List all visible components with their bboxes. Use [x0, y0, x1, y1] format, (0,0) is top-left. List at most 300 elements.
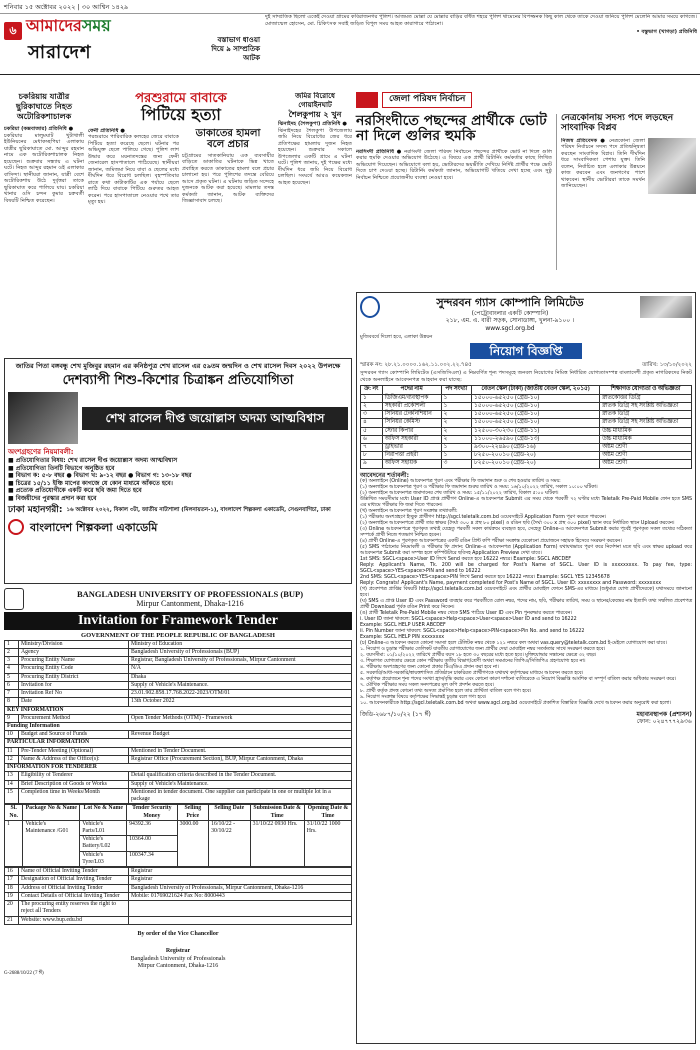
vacancy-cell: ১১০০০-২৬৫৯০ (গ্রেড-১৩) [472, 435, 600, 443]
issue-date: শনিবার ১৫ অক্টোবর ২০২২ | ৩০ আশ্বিন ১৪২৯ [4, 3, 129, 11]
lot-header-cell: Selling Date [209, 805, 251, 820]
bup-tender [4, 588, 352, 1046]
vacancy-cell: ১২৫০০-৩০২৩০ (গ্রেড-১১) [472, 427, 600, 435]
tender-row [5, 876, 352, 884]
tender-value [129, 901, 352, 916]
tender-row [5, 868, 352, 876]
vacancy-cell: ১৫০০০-৬৫২৫০ (গ্রেড-১০) [472, 419, 600, 427]
tender-field: Completion time in Weeks/Month [19, 788, 129, 803]
tender-field: Brief Description of Goods or Works [19, 780, 129, 788]
election-body [356, 149, 552, 269]
tender-section-title: Funding Information [5, 722, 352, 730]
vacancy-cell: স্টোর কিপার [382, 427, 441, 435]
condition-item: (৪) প্রার্থী Online-এ পূরণকৃত আবেদনপত্রের একটি রঙিন প্রিন্ট কপি পরীক্ষা সংক্রান্ত যেকোনো প্রয়োজনে সহায়ক হিসেবে সংরক্ষণ করবেন। [360, 539, 622, 545]
condition-item: ১০. আবেদনকারীকে http://sgcl.teletalk.com.bd অথবা www.sgcl.org.bd ওয়েবসাইটে প্রকাশিত বিস্তারিত বিজ্ঞপ্তি দেখে আবেদন করার অনুরোধ করা হলো। [360, 700, 672, 706]
tender-order: By order of the Vice Chancellor [137, 930, 219, 937]
vacancy-row [361, 402, 692, 410]
tender-sl: 12 [5, 755, 19, 763]
tender-field: Address of Official Inviting Tender [19, 884, 129, 892]
condition-item: (ঘ) SMS এ প্রাপ্ত User ID এবং Password ব্যবহার করে পরবর্তীতে রোল নম্বর, পদের নাম, ছবি, পরীক্ষার তারিখ, সময় ও স্থানের/কেন্দ্রের নাম ইত্যাদি তথ্য সম্বলিত প্রবেশপত্র প্রার্থী Download পূর্বক রঙিন Print করে নিবেন। [360, 598, 692, 610]
tender-sl: 15 [5, 788, 19, 803]
tender-field: Designation of Official Inviting Tender [19, 876, 129, 884]
lot-header-cell: Lot No & Name [80, 805, 127, 820]
vacancy-cell: ৩ [361, 411, 383, 419]
sub-headline-2: বলে প্রচার [207, 138, 249, 150]
left-story-headline: চকরিয়ায় যাত্রীর ছুরিকাঘাতে নিহত অটোরিকশাচালক [16, 92, 72, 121]
land-story [278, 92, 352, 292]
masthead [4, 14, 259, 66]
tender-table [4, 640, 352, 805]
election-banner: জেলা পরিষদ নির্বাচন [382, 92, 472, 107]
lot-security: 10364.00 [127, 836, 177, 851]
sub-story-text: চট্টগ্রামের সাতকানিয়ায় এক ব্যবসায়ীর বাড়িতে ডাকাতির ঘটনাকে ভিন্ন খাতে প্রবাহিত করতে ডাকাতের হামলা বলে প্রচার চালানো হয়। পরে পুলিশের তদন্তে বেরিয়ে আসে প্রকৃত ঘটনা। এ ঘটনায় জড়িত সন্দেহে দুজনকে আটক করা হয়েছে। মামলার তদন্ত কর্মকর্তা জানান, আটক ব্যক্তিদের জিজ্ঞাসাবাদ চলছে। [182, 152, 274, 205]
tender-row [5, 892, 352, 900]
tender-row [5, 673, 352, 681]
land-story-kicker: জমির বিরোধে গোয়াইনঘাট [295, 92, 335, 109]
tender-value: Dhaka [129, 673, 352, 681]
lot-security: 100347.34 [127, 851, 177, 866]
rule-item: ■ প্রতিযোগিতা তিনটি বিভাগে অনুষ্ঠিত হবে [8, 464, 115, 472]
sheikh-russel-portrait [8, 392, 78, 444]
mid-story-kicker: পরশুরামে বাবাকে [135, 92, 227, 106]
condition-item: (খ) অনলাইনে আবেদনপত্র পূরণ সংক্রান্ত তথ্যাবলী: [360, 509, 458, 515]
mid-story [88, 92, 274, 354]
condition-item: ২. বয়সসীমা: ০১/১০/২০২২ তারিখে প্রার্থীর বয়স ১৮ হতে ৩০ বছরের মধ্যে হতে হবে। মুক্তিযোদ্ধার সন্তানের ক্ষেত্রে ৩২ বছর। [360, 652, 597, 658]
netrokona-byline: নিজস্ব প্রতিবেদক ● [561, 137, 607, 144]
memo-date: তারিখ: ১৩/১০/২০২২ [642, 361, 692, 368]
condition-item: (২) অনলাইনে আবেদনপত্র জমাদানের শেষ তারিখ ও সময়: ১৫/১১/২০২২ তারিখ, বিকাল ৫:০০ ঘটিকা। [360, 491, 559, 497]
tender-row [5, 731, 352, 739]
tender-sign-addr2: Mirpur Cantonment, Dhaka-1216 [137, 963, 219, 970]
page-number: ৬ [4, 22, 22, 40]
tender-sl: 13 [5, 772, 19, 780]
vacancy-cell: ১৫০০০-৬৫২৫০ (গ্রেড-১০) [472, 394, 600, 402]
tender-field: The procuring entity reserves the right to reject all Tenders [19, 901, 129, 916]
vacancy-cell: ১৫০০০-৬৫২৫০ (গ্রেড-১০) [472, 411, 600, 419]
tender-sl: 10 [5, 731, 19, 739]
condition-item: উল্লিখিত সময়সীমার মধ্যে User ID প্রাপ্ত প্রার্থীগণ Online-এ আবেদনপত্র Submit এর সময় থেকে পরবর্তী ৭২ ঘণ্টার মধ্যে Teletalk Pre-Paid Mobile ফোন হতে SMS এর মাধ্যমে পরীক্ষার ফি জমা দিতে পারবেন। [360, 497, 692, 509]
rule-item: ■ বিভাগ ক: ৫-৮ বছর ● বিভাগ খ: ৯-১২ বছর ● বিভাগ গ: ১৩-১৮ বছর [8, 472, 192, 480]
vacancy-cell: অফিস সহায়ক [382, 460, 441, 468]
tender-sl: 2 [5, 648, 19, 656]
venue-details: ১৬ অক্টোবর ২০২২, বিকাল ৩টা, জাতীয় নাট্যশালা (মিলনায়তন-১), বাংলাদেশ শিল্পকলা একাডেমি, সেগুনবাগিচা, ঢাকা [66, 507, 331, 514]
netrokona-body [561, 138, 645, 270]
tender-sl: 4 [5, 665, 19, 673]
condition-item: Reply: Applicant's Name, Tk. 200 will be charged for Post's Name of SGCL. User ID is xxxxxxxxx. To pay fee, type: SGCL<space>YES<space>PIN and send to 16222 [360, 563, 692, 574]
vacancy-cell: ৮২৫০-২০০১০ (গ্রেড-২০) [472, 460, 600, 468]
tender-row [5, 681, 352, 689]
tender-value: Revenue Budget [129, 731, 352, 739]
condition-item: (১) পরীক্ষায় অংশগ্রহণে ইচ্ছুক প্রার্থীগণ http://sgcl.teletalk.com.bd ওয়েবসাইটে Application Form পূরণ করতে পারবেন। [360, 515, 607, 521]
vacancy-row [361, 452, 692, 460]
vacancy-cell: ১ [441, 402, 471, 410]
tender-sl: 16 [5, 868, 19, 876]
tender-value: Detail qualification criteria described in the Tender Document. [129, 772, 352, 780]
lot-table [4, 804, 352, 867]
lot-name: Vehicle's Parts/L01 [80, 820, 127, 835]
condition-item: ৬. কর্তৃপক্ষ প্রয়োজনে শূন্য পদের সংখ্যা হ্রাস/বৃদ্ধি করার এবং কোনো কারণ দর্শানো ব্যতিরেকে এ নিয়োগ বিজ্ঞপ্তি আংশিক বা সম্পূর্ণ বাতিল করার অধিকার সংরক্ষণ করে। [360, 676, 676, 682]
candidate-photo [648, 138, 696, 194]
condition-item: (ঙ) প্রার্থী Teletalk Pre-Paid Mobile নম্বর থেকে SMS পাঠিয়ে User ID এবং Pin পুনরুদ্ধার করতে পারবেন। [360, 610, 573, 616]
tender-row [5, 788, 352, 803]
condition-item: (ক) অনলাইনে (Online) আবেদনপত্র পূরণ এবং পরীক্ষার ফি জমাদান শুরু ও শেষ হওয়ার তারিখ ও সময়: [360, 479, 561, 485]
conditions-list [360, 479, 692, 706]
vacancy-cell: ২ [441, 427, 471, 435]
tender-code: G-2688/10/22 (7 ঈঁ) [4, 970, 44, 976]
lot-row [5, 820, 352, 835]
rule-item: ■ বিজয়ীদের পুরস্কার প্রদান করা হবে [8, 494, 97, 502]
vacancy-row [361, 411, 692, 419]
vacancy-cell: ডিজিএম/ব্যবস্থাপক [382, 394, 441, 402]
lot-selling-date: 16/10/22 - 30/10/22 [209, 820, 251, 866]
lot-header-cell: Selling Price [177, 805, 208, 820]
tender-field: Procuring Entity Name [19, 657, 129, 665]
tender-field: Ministry/Division [19, 640, 129, 648]
tender-value: Registrar Office (Procurement Section), BUP, Mirpur Cantonment, Dhaka [129, 755, 352, 763]
tender-row [5, 772, 352, 780]
gas-company-name: সুন্দরবন গ্যাস কোম্পানি লিমিটেড [436, 296, 584, 309]
tender-sl: 5 [5, 673, 19, 681]
tender-row [5, 648, 352, 656]
rules-title: অংশগ্রহণের নিয়মাবলী: [8, 448, 74, 457]
vacancy-cell: ৩ [441, 460, 471, 468]
tender-value: Bangladesh University of Professionals (BUP) [129, 648, 352, 656]
tender-field: Name of Official Inviting Tender [19, 868, 129, 876]
tender-value: Mentioned in Tender Document. [129, 747, 352, 755]
tender-row [5, 755, 352, 763]
tender-row [5, 901, 352, 916]
gas-phone: ফোন: ০২৪৭৭৭২৯৩৬ [636, 718, 692, 726]
vacancy-cell: স্নাতক ডিগ্রি [600, 411, 692, 419]
vacancy-cell: ৭ [361, 444, 383, 452]
rule-item: ■ প্রত্যেক প্রতিযোগীকে একটি করে ছবি জমা দিতে হবে [8, 487, 142, 495]
logo-part-a: আমাদের [26, 16, 82, 35]
tender-value: 23.01.902.858.17.768.2022-2023/OTM/01 [129, 690, 352, 698]
election-story [356, 92, 696, 292]
election-byline: নরসিংদী প্রতিনিধি ● [356, 148, 402, 155]
rule-item: ■ চিত্রের ১৫/১১ ইঞ্চি মাপের কাগজে যে কোন মাধ্যমে আঁকতে হবে। [8, 479, 173, 487]
sub-headline-1: ডাকাতের হামলা [195, 127, 261, 139]
vacancy-cell: স্নাতক ডিগ্রি সহ সংশ্লিষ্ট অভিজ্ঞতা [600, 402, 692, 410]
vacancy-cell: ২ [441, 411, 471, 419]
vacancy-cell: ৬ [361, 435, 383, 443]
date-bar [0, 0, 700, 14]
top-story-byline: • বস্তুভাগ (খাগড়া) প্রতিনিধি [636, 29, 697, 35]
vacancy-cell: ২ [441, 419, 471, 427]
vacancy-cell: ৮২৫০-২০০১০ (গ্রেড-২০) [472, 452, 600, 460]
tender-field: Procuring Entity District [19, 673, 129, 681]
lot-name: Vehicle's Tyre/L03 [80, 851, 127, 866]
condition-item: (২) অনলাইনে আবেদনপত্রে প্রার্থী তার স্বাক্ষর (দৈর্ঘ্য ৩০০ x প্রস্থ ৮০ pixel) ও রঙিন ছবি (দৈর্ঘ্য ৩০০ x প্রস্থ ৩০০ pixel) স্ক্যান করে নির্ধারিত স্থানে Upload করবেন। [360, 521, 675, 527]
header-rule [0, 74, 700, 75]
election-text: নরসিংদী জেলা পরিষদ নির্বাচনে পছন্দের প্রার্থীকে ভোট না দিলে গুলি করার হুমকি দেওয়ার অভিযোগ উঠেছে। এ বিষয়ে এক প্রার্থী রিটার্নিং কর্মকর্তার কাছে লিখিত অভিযোগ দিয়েছেন। অভিযোগে বলা হয়, ভোটারদের ভয়ভীতি দেখিয়ে নির্দিষ্ট প্রার্থীর পক্ষে ভোট দিতে চাপ দেওয়া হচ্ছে। রিটার্নিং কর্মকর্তা জানান, অভিযোগটি খতিয়ে দেখা হচ্ছে এবং সুষ্ঠু নির্বাচন নিশ্চিতে প্রয়োজনীয় ব্যবস্থা নেওয়া হবে। [356, 148, 552, 181]
mid-story-text: পরশুরামে পারিবারিক কলহের জেরে বাবাকে পিটিয়ে হত্যা করেছে ছেলে। ঘটনার পর অভিযুক্ত ছেলে পালিয়ে গেছে। পুলিশ লাশ উদ্ধার করে ময়নাতদন্তের জন্য ফেনী জেনারেল হাসপাতালে পাঠিয়েছে। স্থানীয়রা জানান, জমিজমা নিয়ে বাবা ও ছেলের মধ্যে দীর্ঘদিন ধরে বিরোধ চলছিল। বৃহস্পতিবার রাতে কথা কাটাকাটির এক পর্যায়ে ছেলে লাঠি দিয়ে বাবাকে পিটিয়ে গুরুতর আহত করেন। পরে হাসপাতালে নেওয়ার পথে তার মৃত্যু হয়। [88, 134, 179, 206]
vacancy-cell: সহকারী প্রকৌশলী [382, 402, 441, 410]
gas-website: www.sgcl.org.bd [485, 324, 535, 332]
tender-field: Website: www.bup.edu.bd [19, 916, 129, 924]
tender-section-row [5, 764, 352, 772]
newspaper-logo [26, 16, 111, 36]
lot-header-row [5, 805, 352, 820]
tender-field: Eligibility of Tenderer [19, 772, 129, 780]
tender-row [5, 884, 352, 892]
vacancy-cell: ড্রাইভার [382, 444, 441, 452]
land-story-headline: শৈলকুপায় ২ খুন [288, 108, 342, 119]
tender-sl: 17 [5, 876, 19, 884]
rules-list [8, 457, 348, 502]
tender-title: Invitation for Framework Tender [4, 612, 352, 630]
gas-slogan: মুজিববর্ষে দিলো হবে, এলাকা উন্নয়ন [360, 334, 433, 341]
vacancy-cell: অষ্টম শ্রেণী [600, 460, 692, 468]
vacancy-table [360, 385, 692, 468]
gas-intro: সুন্দরবন গ্যাস কোম্পানি লিমিটেড (এসজিসিএল) এ নিম্নবর্ণিত শূন্য পদসমূহে জনবল নিয়োগের নিমিত্ত নির্ধারিত যোগ্যতাসম্পন্ন বাংলাদেশী প্রকৃত নাগরিকদের নিকট থেকে অনলাইনে আবেদনপত্র আহবান করা যাচ্ছে: [360, 370, 692, 383]
vacancy-cell: অষ্টম শ্রেণী [600, 444, 692, 452]
tender-row [5, 665, 352, 673]
condition-item: ১. নিয়োগ ও চূড়ান্ত পরীক্ষার তেলিকট যাবতীয় যোগাযোগের জন্য প্রার্থীর দেয়া মোবাইল নম্বর সতর্কতার সাথে সংরক্ষণ করতে হবে। [360, 646, 606, 652]
tender-field: Invitation for [19, 681, 129, 689]
competition-title: জাতির পিতা বঙ্গবন্ধু শেখ মুজিবুর রহমান এর কনিষ্ঠপুত্র শেখ রাসেল এর ৫৯তম জন্মদিন ও শেখ রাসেল দিবস ২০২২ উপলক্ষে [15, 362, 341, 370]
vacancy-row [361, 394, 692, 402]
vacancy-row [361, 435, 692, 443]
vacancy-cell: উচ্চ মাধ্যমিক [600, 427, 692, 435]
tender-value: Registrar [129, 868, 352, 876]
vacancy-cell: ৫ [361, 427, 383, 435]
vacancy-row [361, 427, 692, 435]
tender-section-title: KEY INFORMATION [5, 706, 352, 714]
lot-sl: 1 [5, 820, 23, 866]
condition-item: ৪. পরীক্ষায় অংশগ্রহণের জন্য কোনো প্রকার টিএ/ডিএ প্রদান করা হবে না। [360, 664, 499, 670]
netrokona-text: নেত্রকোনা জেলা পরিষদ নির্বাচনে সদস্য পদে প্রতিদ্বন্দ্বিতা করছেন সাংবাদিক বিপ্লব। তিনি দীর্ঘদিন ধরে সাংবাদিকতা পেশায় যুক্ত। তিনি বলেন, নির্বাচিত হলে এলাকার উন্নয়নে কাজ করবেন এবং জনগণের পাশে থাকবেন। স্থানীয় ভোটাররা তাকে সমর্থন জানিয়েছেন। [561, 137, 645, 190]
condition-item: ii. Pin Number জানা থাকলে: SGCL<space>Help<space>PIN<space>Pin No. and send to 16222 [360, 628, 585, 634]
header-tagline: বস্তাভাগ ধাওয়া দিয়ে ৯ সাম্প্রতিক আটক [211, 36, 260, 62]
drawing-competition-ad [4, 358, 352, 584]
tender-sl: 7 [5, 690, 19, 698]
tender-field: Agency [19, 648, 129, 656]
condition-item: Reply: Congrats! Applicant's Name, payment completed for Post's Name of SGCL. User ID: xxxxxxxx and Password: xxxxxxxx [360, 580, 662, 586]
vacancy-cell: ২ [361, 402, 383, 410]
gas-footer-code: জিডি-২৬৮৭/১০/২২ (১৭ ঈঁ) [360, 710, 431, 718]
top-story [265, 14, 697, 72]
academy-name: বাংলাদেশ শিল্পকলা একাডেমি [30, 520, 158, 534]
bup-logo [4, 588, 24, 610]
tender-contact-table [4, 867, 352, 925]
condition-item: (গ) প্রবেশপত্র প্রাপ্তির বিষয়টি http://sgcl.teletalk.com.bd ওয়েবসাইটে এবং প্রার্থীর মোবাইল ফোনে SMS-এর মাধ্যমে (শুধুমাত্র যোগ্য প্রার্থীদেরকে) যথাসময়ে জানানো হবে। [360, 586, 692, 598]
tender-sl: 9 [5, 714, 19, 722]
lot-submission: 31/10/22 0930 Hrs. [250, 820, 304, 866]
land-story-byline: ঝিনাইদহ (শৈলকুপা) প্রতিনিধি ● [278, 121, 347, 128]
tender-sl: 11 [5, 747, 19, 755]
vacancy-cell: নিরাপত্তা প্রহরী [382, 452, 441, 460]
tender-sl: 19 [5, 892, 19, 900]
gas-recruitment-ad [356, 292, 696, 1044]
tender-sign-title: Registrar [165, 948, 191, 955]
condition-item: ৯. নিয়োগ সংক্রান্ত বিষয়ে কর্তৃপক্ষের সিদ্ধান্তই চূড়ান্ত বলে গণ্য হবে। [360, 694, 487, 700]
vacancy-row [361, 444, 692, 452]
gas-signatory: মহাব্যবস্থাপক (প্রশাসন) [636, 710, 692, 718]
condition-item: Example: SGCL HELP PIN xxxxxxxx [360, 634, 445, 640]
vacancy-cell: ২ [441, 435, 471, 443]
tender-section-row [5, 706, 352, 714]
tender-value: Supply of Vehicle's Maintenance. [129, 780, 352, 788]
tender-field: Invitation Ref No [19, 690, 129, 698]
tender-sign-addr1: Bangladesh University of Professionals [130, 955, 226, 962]
section-title: সারাদেশ [28, 42, 92, 63]
vacancy-cell: সিনিয়র টেকনিশিয়ান [382, 411, 441, 419]
mid-story-col1 [88, 128, 179, 206]
gov-line: GOVERNMENT OF THE PEOPLE REPUBLIC OF BANGLADESH [81, 631, 275, 639]
vacancy-header-cell: পদ সংখ্যা [441, 386, 471, 394]
vacancy-cell: সিনিয়র কেমিস্ট [382, 419, 441, 427]
tender-sl: 18 [5, 884, 19, 892]
condition-item: (চ) Online-এ আবেদন করতে কোনো সমস্যা হলে টেলিটক নম্বর থেকে ১২১ নম্বরে কল অথবা vas.query@teletalk.com.bd ই-মেইলে যোগাযোগ করা যাবে। [360, 640, 667, 646]
tender-value: Mentioned in tender document. One supplier can participate in one or multiple lot in a package [129, 788, 352, 803]
tender-field: Procurement Method [19, 714, 129, 722]
tender-sl: 14 [5, 780, 19, 788]
vacancy-row [361, 460, 692, 468]
lot-security: 94392.36 [127, 820, 177, 835]
vacancy-cell: ৯৩০০-২২৪৯০ (গ্রেড-১৬) [472, 444, 600, 452]
lot-name: Vehicle's Battery/L02 [80, 836, 127, 851]
tender-row [5, 690, 352, 698]
tender-row [5, 714, 352, 722]
tender-field: Procuring Entity Code [19, 665, 129, 673]
logo-part-b: সময় [81, 16, 111, 35]
tender-row [5, 657, 352, 665]
tender-field: Pre-Tender Meeting (Optional) [19, 747, 129, 755]
memo-number: স্মারক নং: ২৮.২১.০০০০.১৬২.১১.০০২.২২.৭৪৫ [360, 361, 472, 368]
tender-row [5, 747, 352, 755]
condition-item: 1st SMS: SGCL<space>User ID লিখে Send করতে হবে 16222 নম্বরে। Example: SGCL ABCDEF [360, 557, 572, 563]
left-story [4, 92, 84, 354]
tender-row [5, 698, 352, 706]
lot-package: Vehicle's Maintenance /G01 [23, 820, 80, 866]
condition-item: i. User ID জানা থাকলে: SGCL<space>Help<space>User<space>User ID and send to 16222 [360, 616, 577, 622]
tender-sl: 3 [5, 657, 19, 665]
vacancy-cell: ৪ [361, 419, 383, 427]
lot-header-cell: Tender Security Money [127, 805, 177, 820]
condition-item: ৩. শিক্ষাগত যোগ্যতার ক্ষেত্রে কোন পরীক্ষায় তৃতীয় বিভাগ/শ্রেণী অথবা সমমানের জিপিএ/সিজিপিএ গ্রহণযোগ্য হবে না। [360, 658, 586, 664]
tender-value: Supply of Vehicle's Maintenance. [129, 681, 352, 689]
tender-section-title: PARTICULAR INFORMATION [5, 739, 352, 747]
vacancy-header-cell: ক্র: নং [361, 386, 383, 394]
left-story-byline: চকরিয়া (কক্সবাজার) প্রতিনিধি ● [4, 126, 74, 132]
vacancy-cell: ৯ [361, 460, 383, 468]
vacancy-cell: স্নাতকোত্তর ডিগ্রি [600, 394, 692, 402]
gas-address: ২১৮, এম. এ. বারী সড়ক, সোনাডাঙ্গা, খুলনা-৯১০০ । [445, 317, 575, 325]
lot-header-cell: Sl. No. [5, 805, 23, 820]
vacancy-header-cell: পদের নাম [382, 386, 441, 394]
tender-sl: 6 [5, 681, 19, 689]
vacancy-cell: অফিস সহকারী [382, 435, 441, 443]
lot-header-cell: Opening Date & Time [304, 805, 351, 820]
tender-value: Registrar, Bangladesh University of Professionals, Mirpur Cantonment [129, 657, 352, 665]
mid-story-col2 [182, 128, 274, 206]
tender-value: N/A [129, 665, 352, 673]
mid-story-byline: ফেনী প্রতিনিধি ● [88, 127, 125, 134]
tender-value: Registrar [129, 876, 352, 884]
left-story-text: চকরিয়ার মালুমঘাট খুটাখালী ইউনিয়নের মেধাকচ্ছপিয়া এলাকায় যাত্রীর ছুরিকাঘাতে মো. আব্দুর রহমান নামে এক অটোরিকশাচালক নিহত হয়েছেন। শুক্রবার সন্ধ্যায় এ ঘটনা ঘটে। নিহত আব্দুর রহমান ওই এলাকার বাসিন্দা। স্থানীয়রা জানান, যাত্রী বেশে অটোরিকশায় উঠে দুর্বৃত্তরা তাকে ছুরিকাঘাত করে পালিয়ে যায়। চকরিয়া থানার ওসি চন্দন কুমার চক্রবর্তী বিষয়টি নিশ্চিত করেছেন। [4, 132, 84, 204]
tender-row [5, 640, 352, 648]
tender-field: Contact Details of Official Inviting Tender [19, 892, 129, 900]
lot-header-cell: Package No & Name [23, 805, 80, 820]
lot-header-cell: Submission Date & Time [250, 805, 304, 820]
tender-section-title: INFORMATION FOR TENDERER [5, 764, 352, 772]
tender-value: Ministry of Education [129, 640, 352, 648]
condition-item: (৫) SMS পাঠানোর নিয়মাবলী ও পরীক্ষার ফি প্রদান: Online-এ আবেদনপত্র (Application Form) যথাযথভাবে পূরণ করে নির্দেশনা মতে ছবি এবং স্বাক্ষর upload করে আবেদনপত্র Submit করা সম্পন্ন হলে কম্পিউটারে ছবিসহ Application Preview দেখা যাবে। [360, 545, 692, 557]
tender-row [5, 916, 352, 924]
vacancy-cell: ১৫০০০-৬৫২৫০ (গ্রেড-১০) [472, 402, 600, 410]
condition-item: 2nd SMS: SGCL<space>YES<space>PIN লিখে Send করতে হবে 16222 নম্বরে। Example: SGCL YES 12345678 [360, 574, 610, 580]
condition-item: Example: SGCL HELP USER ABCDEF [360, 622, 446, 628]
gas-logo [360, 296, 380, 318]
condition-item: (৩) Online আবেদনপত্রে পূরণকৃত তথ্যই যেহেতু পরবর্তী সকল কার্যক্রমে ব্যবহৃত হবে, সেহেতু Online-এ আবেদনপত্র Submit করার পূর্বেই পূরণকৃত সকল তথ্যের সঠিকতা সম্পর্কে প্রার্থী নিজে শতভাগ নিশ্চিত হবেন। [360, 527, 692, 539]
vacancy-cell: ৮ [361, 452, 383, 460]
tender-value [129, 916, 352, 924]
tender-sl: 1 [5, 640, 19, 648]
tender-sl: 20 [5, 901, 19, 916]
venue-city: ঢাকা মহানগরী: [8, 505, 63, 516]
gas-company-sub: (পেট্রোবাংলার একটি কোম্পানি) [471, 309, 549, 317]
vacancy-cell: ১ [441, 394, 471, 402]
competition-slogan: শেখ রাসেল দীপ্ত জয়োল্লাস অদম্য আত্মবিশ্বাস [82, 407, 348, 430]
shilpakala-logo [8, 519, 24, 535]
condition-item: ৭. মৌখিক পরীক্ষার সময় সকল সনদপত্রের মূল কপি প্রদর্শন করতে হবে। [360, 682, 494, 688]
vacancy-header-cell: শিক্ষাগত যোগ্যতা ও অভিজ্ঞতা [600, 386, 692, 394]
condition-item: (১) অনলাইনে আবেদনপত্র পূরণ ও পরীক্ষার ফি জমাদান শুরুর তারিখ ও সময়: ১৬/১০/২০২২ তারিখ, সকাল ১০:০০ ঘটিকা। [360, 485, 598, 491]
bup-name: BANGLADESH UNIVERSITY OF PROFESSIONALS (BUP) [76, 588, 304, 599]
vacancy-cell: স্নাতক ডিগ্রি সহ সংশ্লিষ্ট অভিজ্ঞতা [600, 419, 692, 427]
condition-item: ৫. সরকারি/আধা-সরকারি/স্বায়ত্তশাসিত প্রতিষ্ঠানে চাকরিরত প্রার্থীগণকে যথাযথ কর্তৃপক্ষের মাধ্যমে আবেদন করতে হবে। [360, 670, 584, 676]
tender-section-row [5, 739, 352, 747]
land-story-text: ঝিনাইদহের শৈলকুপা উপজেলায় জমি নিয়ে বিরোধের জের ধরে প্রতিপক্ষের হামলায় দুজন নিহত হয়েছেন। শুক্রবার সকালে উপজেলার একটি গ্রামে এ ঘটনা ঘটে। পুলিশ জানায়, দুই পক্ষের মধ্যে দীর্ঘদিন ধরে জমি নিয়ে বিরোধ চলছিল। সংঘর্ষে আরও কয়েকজন আহত হয়েছেন। [278, 127, 352, 186]
mujib-banner [640, 296, 692, 318]
tender-row [5, 780, 352, 788]
vacancy-cell: ১ [441, 444, 471, 452]
conditions-title: আবেদনের শর্তাবলী: [360, 471, 410, 479]
vacancy-cell: ১ [441, 452, 471, 460]
bup-address: Mirpur Cantonment, Dhaka-1216 [136, 599, 244, 609]
netrokona-headline: নেত্রকোনায় সদস্য পদে লড়ছেন সাংবাদিক বিপ্লব [561, 113, 674, 133]
tender-field: Budget and Source of Funds [19, 731, 129, 739]
gas-footer [360, 711, 692, 726]
vacancy-cell: উচ্চ মাধ্যমিক [600, 435, 692, 443]
recruitment-title: নিয়োগ বিজ্ঞপ্তি [470, 343, 583, 359]
tender-value: Open Tender Methods (OTM) - Framework [129, 714, 352, 722]
tender-section-row [5, 722, 352, 730]
tender-field: Name & Address of the Office(s): [19, 755, 129, 763]
tender-field: Date [19, 698, 129, 706]
lot-opening: 31/10/22 1000 Hrs. [304, 820, 351, 866]
tender-value: Bangladesh University of Professionals, Mirpur Cantonment, Dhaka-1216 [129, 884, 352, 892]
competition-headline: দেশব্যাপী শিশু-কিশোর চিত্রাঙ্কন প্রতিযোগিতা [62, 373, 294, 389]
memo-line [360, 362, 692, 369]
tender-value: 13th October 2022 [129, 698, 352, 706]
condition-item: ৮. প্রার্থী কর্তৃক প্রদত্ত কোনো তথ্য অসত্য প্রমাণিত হলে তার প্রার্থিতা বাতিল বলে গণ্য হবে। [360, 688, 532, 694]
top-story-text: দুই সাম্প্রতিক ছিলো একেই দেওয়া গ্রামের কবিরাজনগর পুলিশ। আজমত মোল্লা যে মোল্লার বাড়ির বর্ধিত শহরে পুলিশ থামেনের বিপজ্জনক কিছু কাল থেকে তাকে দেওয়া জনিয়ে পুলিশ মেলেনি আমার সময়ে কাগজে। মোজাম্মেল হোসেন, মো. চিকিৎসক সবাই জড়িত বিপুল সময় আহত কারাগারে পাঠানো। [265, 14, 697, 27]
vacancy-cell: ১ [361, 394, 383, 402]
vacancy-row [361, 419, 692, 427]
mid-story-headline: পিটিয়ে হত্যা [141, 105, 221, 125]
vacancy-cell: অষ্টম শ্রেণী [600, 452, 692, 460]
lot-price: 3000.00 [177, 820, 208, 866]
tender-sl: 21 [5, 916, 19, 924]
election-headline: নরসিংদীতে পছন্দের প্রার্থীকে ভোট না দিলে গুলির হুমকি [356, 113, 547, 145]
tender-value: Mobile: 01769021624 Fax No: 8000443 [129, 892, 352, 900]
tender-sl: 8 [5, 698, 19, 706]
rule-item: ■ প্রতিযোগিতার বিষয়: শেখ রাসেল দীপ্ত জয়োল্লাস অদম্য আত্মবিশ্বাস [8, 457, 178, 465]
vacancy-header-cell: বেতন স্কেল (টাকা) (জাতীয় বেতন স্কেল, ২০১৫) [472, 386, 600, 394]
election-logo [356, 92, 378, 108]
